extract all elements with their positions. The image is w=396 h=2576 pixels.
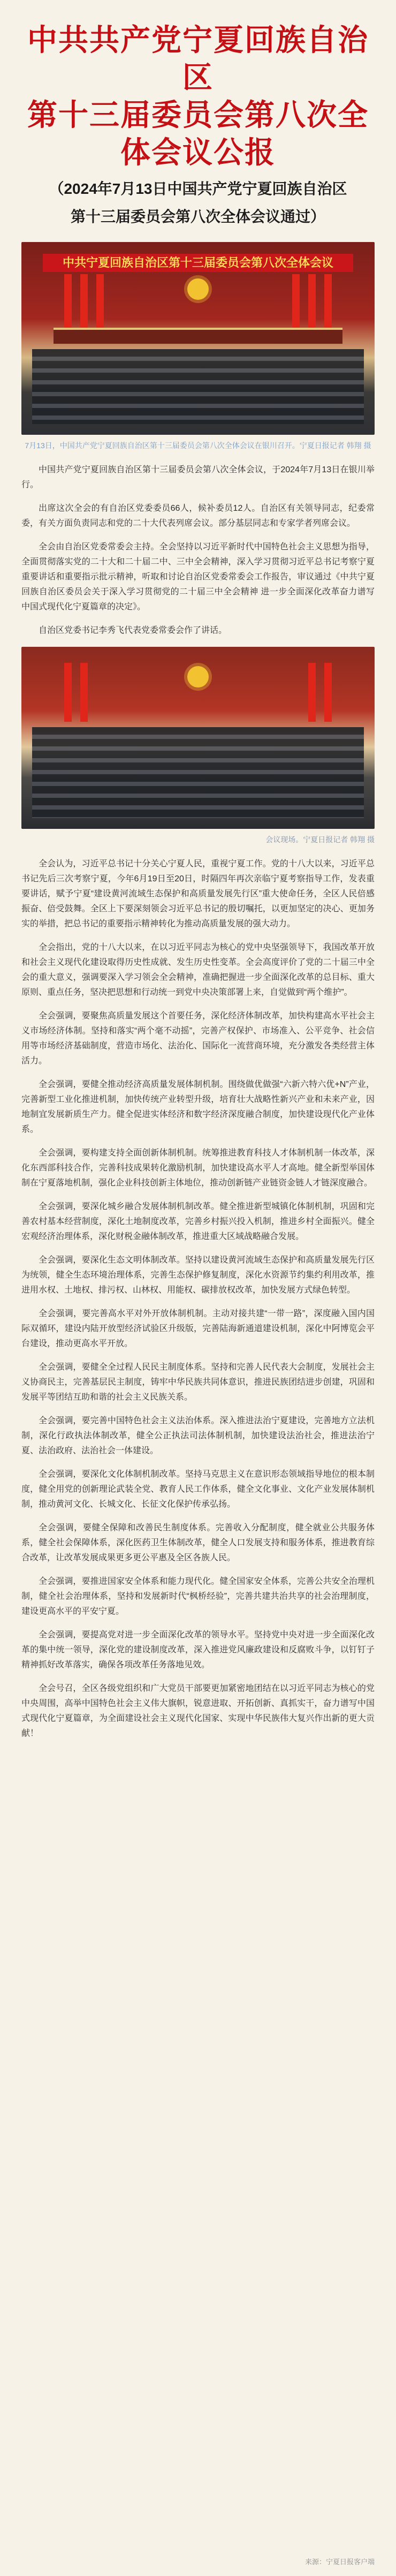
page-title-line-2: 第十三届委员会第八次全体会议公报 bbox=[27, 97, 369, 170]
paragraph: 全会强调，要健全全过程人民民主制度体系。坚持和完善人民代表大会制度，发展社会主义协商民主，完善基层民主制度，铸牢中华民族共同体意识，推进民族团结进步创建，巩固和发展平等团结互助和谐的社会主义民族关系。 bbox=[21, 1363, 375, 1402]
red-flag-icon bbox=[80, 274, 88, 333]
party-emblem-icon bbox=[187, 278, 209, 300]
red-flag-icon bbox=[324, 274, 332, 333]
red-flag-icon bbox=[292, 274, 300, 333]
red-flag-icon bbox=[80, 663, 88, 722]
paragraph: 全会强调，要深化城乡融合发展体制机制改革。健全推进新型城镇化体制机制，巩固和完善农村基本经营制度，深化土地制度改革，完善乡村振兴投入机制，推进乡村全面振兴。健全宏观经济治理体系，深化财税金融体制改革，推进重大区域战略融合发展。 bbox=[21, 1202, 375, 1241]
paragraph: 全会强调，要完善中国特色社会主义法治体系。深入推进法治宁夏建设，完善地方立法机制，深化行政执法体制改革，健全公正执法司法体制机制，加快建设法治社会，推进法治宁夏、法治政府、法治社会一体建设。 bbox=[21, 1416, 375, 1455]
paragraph: 出席这次全会的有自治区党委委员66人，候补委员12人。自治区有关领导同志，纪委常委，有关方面负责同志和党的二十大代表列席会议。部分基层同志和专家学者列席会议。 bbox=[21, 504, 375, 528]
red-flag-icon bbox=[64, 274, 72, 333]
paragraph: 全会由自治区党委常委会主持。全会坚持以习近平新时代中国特色社会主义思想为指导，全面贯彻落实党的二十大和二十届二中、三中全会精神，深入学习贯彻习近平总书记考察宁夏重要讲话和重要指示批示精神，听取和讨论自治区党委常委会工作报告，审议通过《中共宁夏回族自治区委员会关于深入学习贯彻党的二十届三中全会精神 进一步全面深化改革奋力谱写中国式现代化宁夏篇章的决定》。 bbox=[21, 542, 375, 611]
paragraph: 全会强调，要构建支持全面创新体制机制。统筹推进教育科技人才体制机制一体改革，深化东西部科技合作，完善科技成果转化激励机制，加快建设高水平人才高地。健全新型举国体制在宁夏落地机制，强化企业科技创新主体地位，推动创新链产业链资金链人才链深度融合。 bbox=[21, 1149, 375, 1188]
red-flag-icon bbox=[308, 663, 316, 722]
meeting-banner: 中共宁夏回族自治区第十三届委员会第八次全体会议 bbox=[43, 254, 353, 272]
rostrum bbox=[54, 328, 342, 344]
paragraph: 全会强调，要深化生态文明体制改革。坚持以建设黄河流域生态保护和高质量发展先行区为统领，健全生态环境治理体系，完善生态保护修复制度，深化水资源节约集约利用改革，推进用水权、土地权、排污权、山林权、用能权、碳排放权改革，加快发展方式绿色转型。 bbox=[21, 1256, 375, 1295]
paragraph: 全会强调，要深化文化体制机制改革。坚持马克思主义在意识形态领域指导地位的根本制度，健全用党的创新理论武装全党、教育人民工作体系，健全文化事业、文化产业发展体制机制，推动黄河文化、长城文化、长征文化保护传承弘扬。 bbox=[21, 1470, 375, 1509]
page-header bbox=[0, 0, 396, 240]
paragraph: 中国共产党宁夏回族自治区第十三届委员会第八次全体会议，于2024年7月13日在银川举行。 bbox=[21, 465, 375, 489]
red-flag-icon bbox=[308, 274, 316, 333]
red-flag-icon bbox=[324, 663, 332, 722]
paragraph: 全会号召，全区各级党组织和广大党员干部要更加紧密地团结在以习近平同志为核心的党中央周围，高举中国特色社会主义伟大旗帜，锐意进取、开拓创新、真抓实干，奋力谱写中国式现代化宁夏篇章，为全面建设社会主义现代化国家、实现中华民族伟大复兴作出新的更大贡献！ bbox=[21, 1684, 375, 1738]
party-emblem-icon bbox=[187, 666, 209, 688]
paragraph: 全会强调，要推进国家安全体系和能力现代化。健全国家安全体系，完善公共安全治理机制，健全社会治理体系，坚持和发展新时代“枫桥经验”，完善共建共治共享的社会治理制度，建设更高水平的平安宁夏。 bbox=[21, 1577, 375, 1616]
photo-1-caption: 7月13日，中国共产党宁夏回族自治区第十三届委员会第八次全体会议在银川召开。宁夏日报记者 韩翔 摄 bbox=[25, 441, 371, 450]
article-body bbox=[0, 463, 396, 638]
paragraph: 全会强调，要提高党对进一步全面深化改革的领导水平。坚持党中央对进一步全面深化改革的集中统一领导，深化党的建设制度改革，深入推进党风廉政建设和反腐败斗争，以钉钉子精神抓好改革落实，确保各项改革任务落地见效。 bbox=[21, 1630, 375, 1670]
paragraph: 全会强调，要完善高水平对外开放体制机制。主动对接共建“一带一路”，深度融入国内国际双循环，建设内陆开放型经济试验区升级版，完善陆海新通道建设机制，深化中阿博览会平台建设，推动更高水平开放。 bbox=[21, 1309, 375, 1348]
audience-rows bbox=[32, 727, 364, 818]
audience-rows bbox=[32, 349, 364, 424]
meeting-photo-1 bbox=[21, 242, 375, 435]
red-flag-icon bbox=[64, 663, 72, 722]
page-title-line-1: 中共共产党宁夏回族自治区 bbox=[27, 22, 369, 95]
page-subtitle-line-2: 第十三届委员会第八次全体会议通过） bbox=[70, 208, 325, 225]
paragraph: 全会指出，党的十八大以来，在以习近平同志为核心的党中央坚强领导下，我国改革开放和社会主义现代化建设取得历史性成就、发生历史性变革。全会高度评价了党的二十届三中全会的重大意义，强调要深入学习领会全会精神，准确把握进一步全面深化改革的总目标、重大原则、重点任务，坚决把思想和行动统一到党中央决策部署上来，自觉做到“两个维护”。 bbox=[21, 943, 375, 997]
photo-1-figure bbox=[21, 242, 375, 435]
source-credit: 来源：宁夏日报客户端 bbox=[304, 2558, 375, 2566]
paragraph: 全会强调，要聚焦高质量发展这个首要任务，深化经济体制改革，加快构建高水平社会主义市场经济体制。坚持和落实“两个毫不动摇”，完善产权保护、市场准入、公平竞争、社会信用等市场经济基础制度，营造市场化、法治化、国际化一流营商环境，充分激发各类经营主体活力。 bbox=[21, 1011, 375, 1066]
paragraph: 自治区党委书记李秀飞代表党委常委会作了讲话。 bbox=[39, 626, 227, 635]
photo-2-caption: 会议现场。宁夏日报记者 韩翔 摄 bbox=[265, 835, 375, 844]
red-flag-icon bbox=[96, 274, 104, 333]
page-subtitle-line-1: （2024年7月13日中国共产党宁夏回族自治区 bbox=[49, 180, 347, 197]
meeting-photo-2 bbox=[21, 647, 375, 829]
paragraph: 全会强调，要健全保障和改善民生制度体系。完善收入分配制度，健全就业公共服务体系，健全社会保障体系，深化医药卫生体制改革，健全人口发展支持和服务体系，推进教育综合改革，让改革发展成果更多更公平惠及全区各族人民。 bbox=[21, 1523, 375, 1562]
photo-2-figure bbox=[21, 647, 375, 829]
paragraph: 全会强调，要健全推动经济高质量发展体制机制。围绕做优做强“六新六特六优+N”产业，完善新型工业化推进机制，加快传统产业转型升级，培育壮大战略性新兴产业和未来产业，因地制宜发展新质生产力。健全促进实体经济和数字经济深度融合制度，加快建设现代化产业体系。 bbox=[21, 1080, 375, 1134]
paragraph: 全会认为，习近平总书记十分关心宁夏人民，重视宁夏工作。党的十八大以来，习近平总书记先后三次考察宁夏，今年6月19日至20日，时隔四年再次亲临宁夏考察指导工作，发表重要讲话，赋予宁夏“建设黄河流域生态保护和高质量发展先行区”重大使命任务，全区人民倍感振奋、倍受鼓舞。全区上下要深刻领会习近平总书记的殷切嘱托，以更加坚定的决心、更加务实的举措，把总书记的重要指示精神转化为推动高质量发展的强大动力。 bbox=[21, 859, 375, 928]
article-body-continued bbox=[0, 857, 396, 1741]
